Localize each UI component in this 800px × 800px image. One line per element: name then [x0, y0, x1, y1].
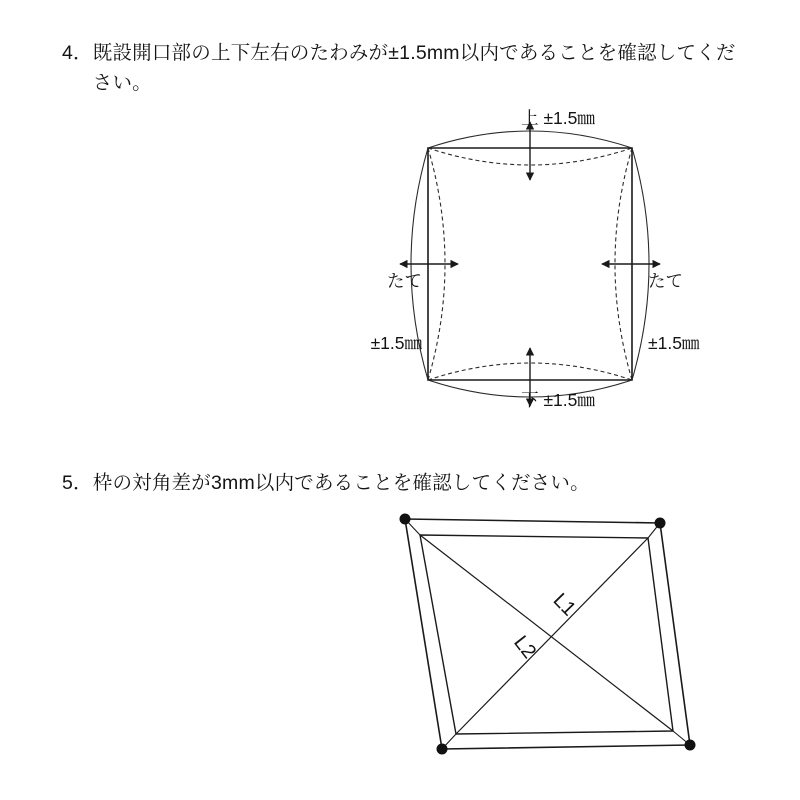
step-4-text: 既設開口部の上下左右のたわみが±1.5mm以内であることを確認してください。 [92, 42, 736, 95]
figure1-label-left-line1: たて [387, 271, 422, 292]
diagonal-difference-figure [360, 505, 730, 780]
step-4-number: 4． [62, 42, 93, 64]
instruction-step-5 [62, 468, 762, 498]
figure2-diagonal-l1 [456, 538, 648, 734]
figure1-label-top: 上 ±1.5㎜ [521, 108, 595, 128]
figure1-outer-frame [428, 148, 632, 380]
figure2-diagonal-l2 [420, 535, 673, 731]
instruction-step-4 [62, 38, 752, 98]
figure2-diagonals [420, 535, 673, 734]
figure1-label-right [648, 230, 752, 395]
figure1-label-left-line2: ±1.5㎜ [370, 333, 422, 354]
figure2-label-l2: L2 [509, 631, 541, 663]
figure1-label-right-line1: たて [648, 271, 683, 292]
deflection-tolerance-figure [300, 100, 720, 440]
figure1-deflected-outline [428, 148, 632, 380]
figure1-label-bottom: 下 ±1.5㎜ [521, 390, 595, 410]
step-5-number: 5． [62, 472, 93, 494]
figure1-label-left [318, 230, 422, 395]
figure2-label-l1: L1 [548, 589, 580, 621]
figure2-drawing [360, 505, 730, 780]
step-5-text: 枠の対角差が3mm以内であることを確認してください。 [92, 472, 590, 494]
figure1-label-right-line2: ±1.5㎜ [648, 333, 700, 354]
